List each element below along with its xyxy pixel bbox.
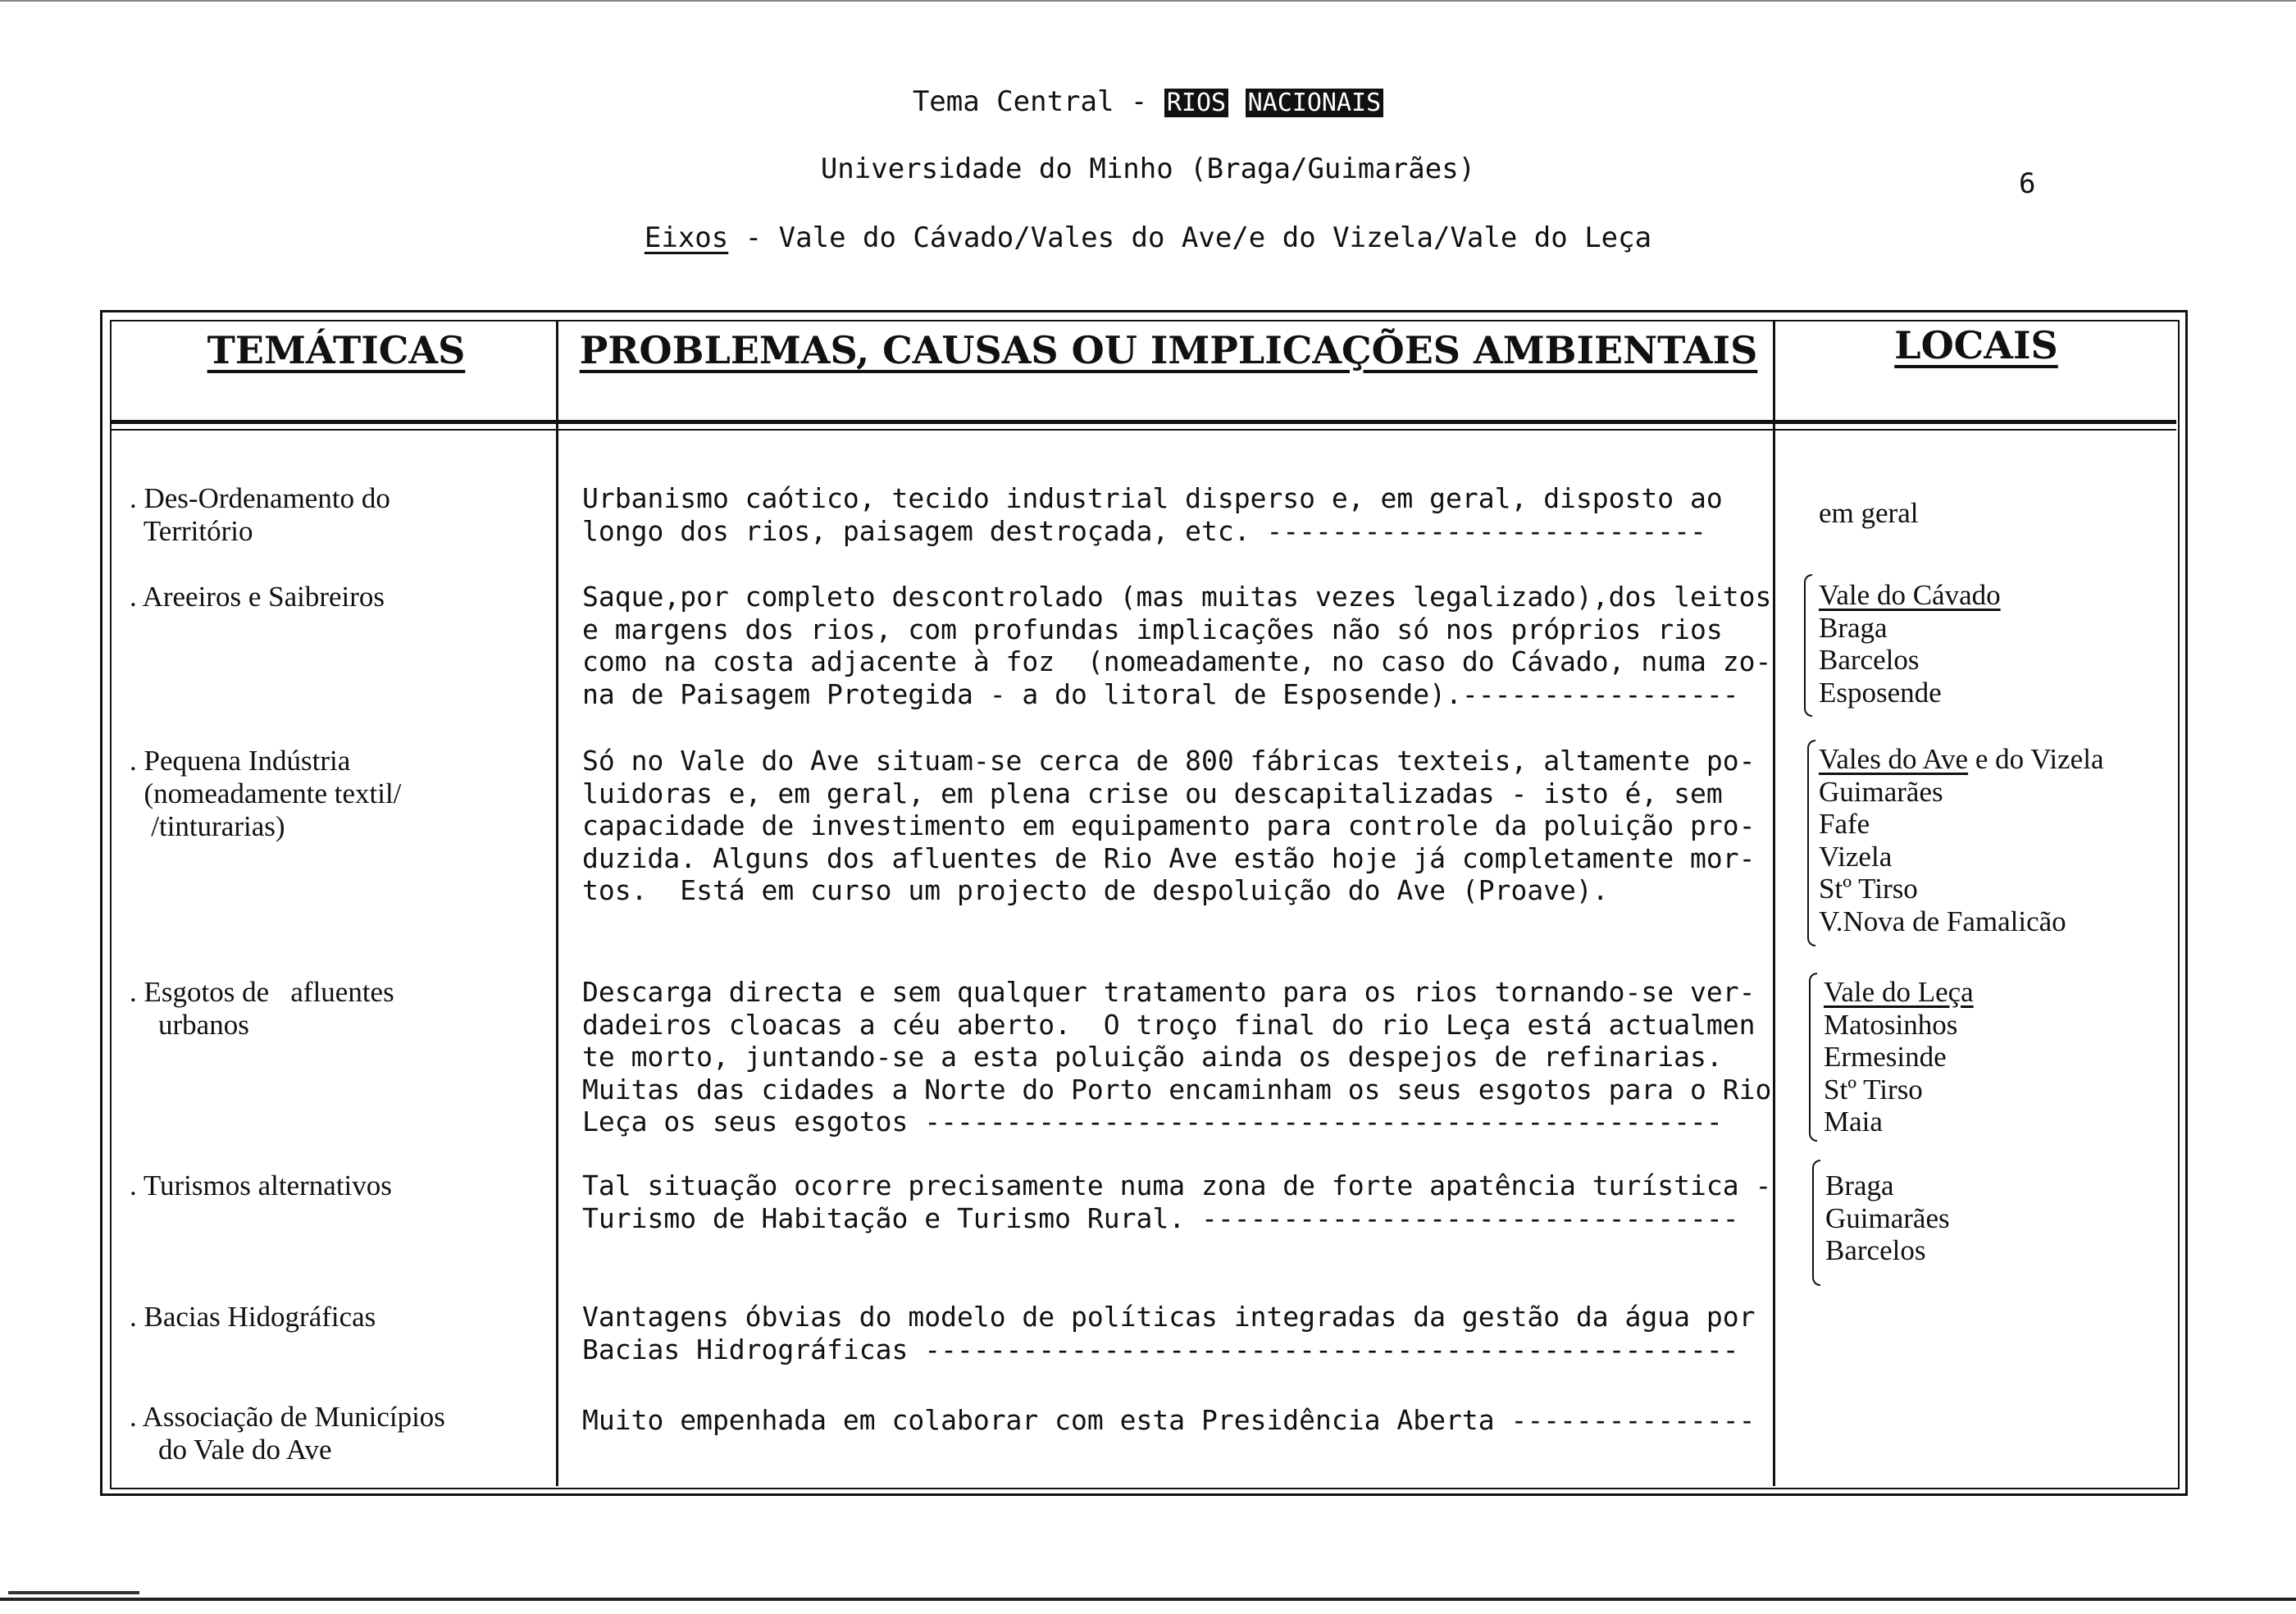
brace-row-3 <box>1807 740 1815 946</box>
locais-row-2-heading: Vale do Cávado <box>1819 579 2001 611</box>
tematica-row-3: . Pequena Indústria (nomeadamente textil/ /tinturarias) <box>130 745 402 842</box>
header-locais: LOCAIS <box>1894 323 2058 367</box>
brace-row-5 <box>1812 1160 1820 1286</box>
locais-row-1-text: em geral <box>1819 497 1919 529</box>
header-separator-thin <box>110 429 2176 431</box>
brace-row-4 <box>1809 973 1817 1142</box>
locais-row-4-heading: Vale do Leça <box>1824 976 1974 1008</box>
tematica-row-1: . Des-Ordenamento do Território <box>130 482 390 547</box>
locais-row-5 <box>1825 1169 1950 1267</box>
locais-row-5-list: Braga Guimarães Barcelos <box>1825 1169 1950 1266</box>
tema-central-line <box>0 85 2296 118</box>
problema-row-2: Saque,por completo descontrolado (mas muitas vezes legalizado),dos leitos e margens dos rios, com profundas implicações não só nos próprios rios como na costa adjacente à foz (nomeadamente, no caso do Cávado, numa zo- na de Paisagem Protegida - a do litoral de Esposende).----------------- <box>582 581 1772 710</box>
locais-row-3-suffix: e do Vizela <box>1968 743 2104 775</box>
tematica-row-5: . Turismos alternativos <box>130 1169 392 1201</box>
page-top-rule <box>0 0 2296 2</box>
header-separator <box>110 420 2176 424</box>
locais-row-3 <box>1819 743 2103 937</box>
tematica-row-7: . Associação de Municípios do Vale do Ave <box>130 1401 445 1466</box>
locais-row-2 <box>1819 579 2001 709</box>
locais-row-4 <box>1824 976 1974 1138</box>
locais-row-3-heading: Vales do Ave <box>1819 743 1969 775</box>
eixos-label: Eixos <box>644 221 729 254</box>
problema-row-7: Muito empenhada em colaborar com esta Presidência Aberta --------------- <box>582 1404 1756 1436</box>
tematica-row-4: . Esgotos de afluentes urbanos <box>130 976 394 1041</box>
footer-tick <box>8 1591 139 1594</box>
tematica-row-2: . Areeiros e Saibreiros <box>130 581 385 613</box>
tema-nacionais-highlight: NACIONAIS <box>1246 89 1384 117</box>
problema-row-4: Descarga directa e sem qualquer tratamento para os rios tornando-se ver- dadeiros cloacas a céu aberto. O troço final do rio Leça está actualmen te morto, juntando-se a esta poluição ainda os despejos de refinarias. Muitas das cidades a Norte do Porto encaminham os seus esgotos para o Rio Leça os seus esgotos ------------------------------------------------- <box>582 976 1772 1138</box>
brace-row-2 <box>1804 574 1812 717</box>
header-problemas: PROBLEMAS, CAUSAS OU IMPLICAÇÕES AMBIENTAIS <box>579 328 1758 372</box>
problema-row-5: Tal situação ocorre precisamente numa zona de forte apatência turística - Turismo de Habitação e Turismo Rural. --------------------------------- <box>582 1169 1772 1234</box>
eixos-line <box>0 221 2296 254</box>
problema-row-3: Só no Vale do Ave situam-se cerca de 800 fábricas texteis, altamente po- luidoras e, em geral, em plena crise ou descapitalizadas - isto é, sem capacidade de investimento em equipamento para controle da poluição pro- duzida. Alguns dos afluentes de Rio Ave estão hoje já completamente mor- tos. Está em curso um projecto de despoluição do Ave (Proave). <box>582 745 1756 906</box>
problema-row-6: Vantagens óbvias do modelo de políticas integradas da gestão da água por Bacias Hidrográficas -------------------------------------------------- <box>582 1301 1756 1366</box>
column-divider-1 <box>556 321 558 1486</box>
locais-row-1 <box>1819 497 1918 530</box>
tema-rios-highlight: RIOS <box>1164 89 1228 117</box>
page-number: 6 <box>2019 167 2036 200</box>
eixos-text: - Vale do Cávado/Vales do Ave/e do Vizela/Vale do Leça <box>728 221 1652 254</box>
column-divider-2 <box>1773 321 1775 1486</box>
locais-row-4-list: Matosinhos Ermesinde Stº Tirso Maia <box>1824 1008 1958 1138</box>
university-line: Universidade do Minho (Braga/Guimarães) <box>820 153 1476 185</box>
tema-prefix: Tema Central - <box>912 85 1148 118</box>
tematica-row-6: . Bacias Hidográficas <box>130 1301 376 1333</box>
locais-row-3-list: Guimarães Fafe Vizela Stº Tirso V.Nova de Famalicão <box>1819 775 2066 937</box>
locais-row-2-list: Braga Barcelos Esposende <box>1819 611 1942 709</box>
problema-row-1: Urbanismo caótico, tecido industrial disperso e, em geral, disposto ao longo dos rios, paisagem destroçada, etc. --------------------------- <box>582 482 1723 547</box>
footer-rule <box>0 1598 2296 1601</box>
header-tematicas: TEMÁTICAS <box>207 328 466 372</box>
